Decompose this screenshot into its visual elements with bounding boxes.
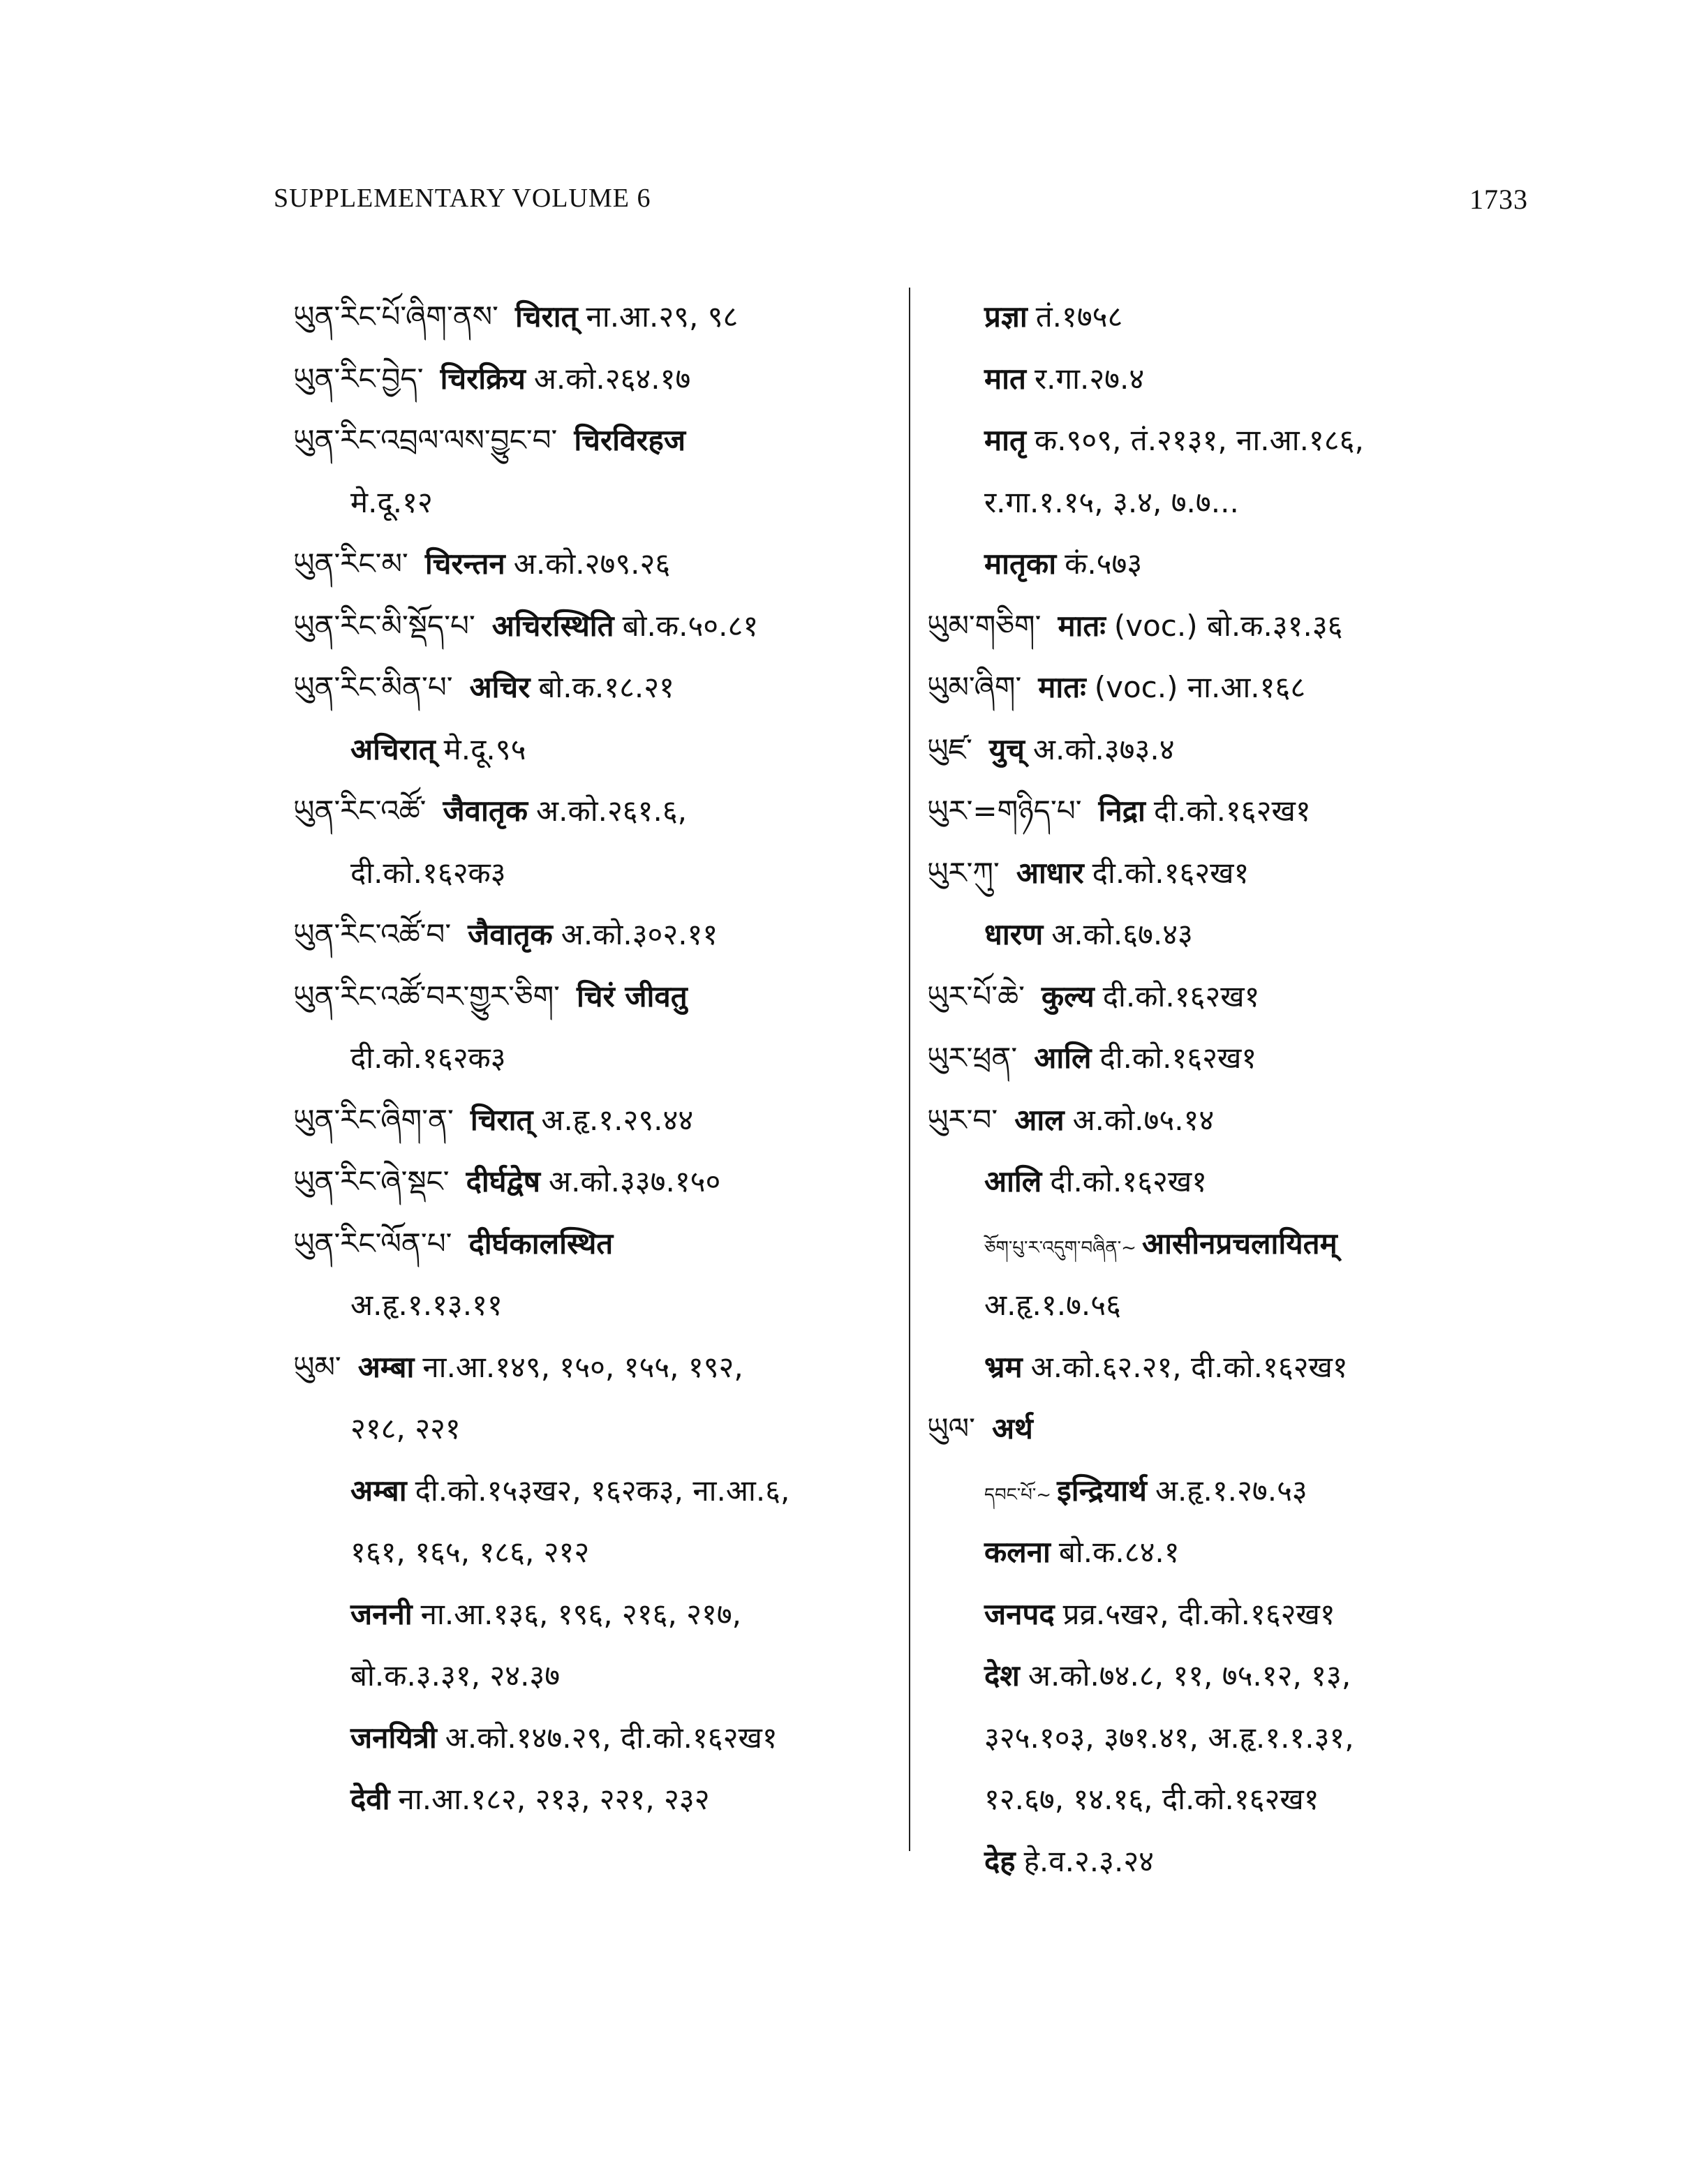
sanskrit-equivalent: मातृका	[984, 547, 1057, 581]
source-reference: तं.१७५८	[1035, 299, 1123, 334]
source-reference: बो.क.५०.८१	[622, 608, 759, 643]
sanskrit-equivalent: अचिर	[469, 670, 531, 704]
tibetan-headword: ཡུལ་	[927, 1411, 975, 1446]
sanskrit-equivalent: चिरन्तन	[424, 547, 505, 581]
dictionary-line	[293, 1090, 894, 1152]
sanskrit-equivalent: धारण	[984, 917, 1044, 951]
tibetan-headword: ཡུན་རིང་མ་	[293, 547, 408, 581]
sanskrit-equivalent: अम्बा	[350, 1473, 407, 1508]
dictionary-line	[293, 966, 894, 1028]
source-reference: ना.आ.१४९, १५०, १५५, १९२,	[422, 1349, 743, 1384]
tibetan-headword: ཡུན་རིང་ཞེ་སྡང་	[293, 1164, 450, 1198]
sanskrit-equivalent: अम्बा	[357, 1349, 415, 1384]
source-reference: ना.आ.१८२, २१३, २२१, २३२	[398, 1782, 710, 1816]
dictionary-line	[293, 1398, 894, 1460]
dictionary-line	[927, 1090, 1506, 1152]
dictionary-line	[927, 1213, 1506, 1275]
source-reference: अ.को.३७३.४	[1032, 731, 1175, 766]
source-reference: दी.को.१६२क३	[350, 1041, 506, 1075]
dictionary-line	[927, 1645, 1506, 1707]
dictionary-line	[927, 842, 1506, 905]
dictionary-line	[927, 1460, 1506, 1522]
dictionary-line	[293, 1460, 894, 1522]
dictionary-line	[927, 966, 1506, 1028]
tibetan-headword: ཡུར་=གཉིད་པ་	[927, 794, 1082, 828]
tibetan-headword: ཡུན་རིང་པོ་ཞིག་ནས་	[293, 299, 498, 334]
tibetan-headword: ཡུན་རིང་འཚོ་བ་	[293, 917, 452, 951]
sanskrit-equivalent: दीर्घद्वेष	[466, 1164, 541, 1198]
dictionary-line	[927, 286, 1506, 348]
dictionary-line	[293, 533, 894, 595]
sanskrit-equivalent: जनपद	[984, 1596, 1055, 1631]
tibetan-headword: ཡུར་ཀུ་	[927, 855, 1000, 890]
dictionary-line	[927, 410, 1506, 472]
running-head	[274, 183, 1528, 218]
dictionary-line	[927, 1584, 1506, 1646]
dictionary-line	[927, 1398, 1506, 1460]
sanskrit-equivalent: दीर्घकालस्थित	[468, 1226, 614, 1261]
sanskrit-equivalent: चिरक्रिय	[440, 361, 526, 396]
dictionary-line	[293, 595, 894, 658]
dictionary-line	[293, 1707, 894, 1769]
sanskrit-equivalent: जैवातृक	[468, 917, 553, 951]
source-reference: अ.को.२७९.२६	[513, 547, 671, 581]
tibetan-headword: ཡུར་ཕྲན་	[927, 1041, 1018, 1075]
source-reference: अ.को.६७.४३	[1051, 917, 1193, 951]
sanskrit-equivalent: अचिरस्थिति	[491, 608, 614, 643]
dictionary-line	[927, 348, 1506, 410]
sanskrit-equivalent: मातः	[1038, 670, 1086, 704]
source-reference: अ.को.२६४.१७	[533, 361, 691, 396]
source-reference: दी.को.१६२ख१	[1092, 855, 1250, 890]
dictionary-line	[927, 657, 1506, 719]
dictionary-line	[293, 348, 894, 410]
left-column	[293, 286, 894, 1831]
source-reference: (voc.) ना.आ.१६८	[1094, 670, 1306, 704]
source-reference: दी.को.१५३ख२, १६२क३, ना.आ.६,	[415, 1473, 790, 1508]
tibetan-headword: ཡུན་རིང་འཚོ་	[293, 794, 427, 828]
dictionary-line	[293, 410, 894, 472]
source-reference: बो.क.१८.२१	[538, 670, 674, 704]
sanskrit-equivalent: अर्थ	[991, 1411, 1033, 1446]
source-reference: २१८, २२१	[350, 1411, 461, 1446]
source-reference: ३२५.१०३, ३७१.४१, अ.हृ.१.१.३१,	[984, 1720, 1354, 1755]
source-reference: १२.६७, १४.१६, दी.को.१६२ख१	[984, 1782, 1319, 1816]
sanskrit-equivalent: जनयित्री	[350, 1720, 437, 1755]
tibetan-headword: ཡུཛ་	[927, 731, 972, 766]
tibetan-headword: ཡུམ་གཅིག་	[927, 608, 1042, 643]
sanskrit-equivalent: देवी	[350, 1782, 390, 1816]
source-reference: अ.हृ.१.७.५६	[984, 1288, 1121, 1322]
running-head-title: SUPPLEMENTARY VOLUME 6	[274, 184, 651, 213]
tibetan-headword: ཅོག་པུ་ར་འདུག་བཞིན་~	[984, 1237, 1136, 1258]
dictionary-line	[293, 657, 894, 719]
source-reference: मे.दू.१२	[350, 484, 433, 519]
tibetan-headword: ཡུན་རིང་མིན་པ་	[293, 670, 453, 704]
dictionary-line	[293, 842, 894, 905]
tibetan-headword: ཡུན་རིང་བྱེད་	[293, 361, 424, 396]
dictionary-line	[293, 904, 894, 966]
dictionary-line	[293, 1584, 894, 1646]
source-reference: दी.को.१६२क३	[350, 855, 506, 890]
source-reference: दी.को.१६२ख१	[1102, 979, 1260, 1013]
sanskrit-equivalent: कुल्य	[1041, 979, 1095, 1013]
source-reference: अ.को.३३७.१५०	[549, 1164, 721, 1198]
column-divider	[909, 288, 910, 1851]
source-reference: अ.हृ.१.२९.४४	[541, 1102, 694, 1137]
sanskrit-equivalent: कलना	[984, 1535, 1051, 1569]
source-reference: दी.को.१६२ख१	[1099, 1041, 1257, 1075]
dictionary-line	[293, 1275, 894, 1337]
source-reference: अ.को.७५.१४	[1072, 1102, 1215, 1137]
dictionary-line	[293, 1769, 894, 1831]
source-reference: कं.५७३	[1065, 547, 1143, 581]
tibetan-headword: ཡུན་རིང་འབྲལ་ལས་བྱུང་བ་	[293, 423, 558, 457]
tibetan-headword: ཡུན་རིང་འཚོ་བར་གྱུར་ཅིག་	[293, 979, 560, 1013]
tibetan-headword: ཡུར་པོ་ཆེ་	[927, 979, 1025, 1013]
source-reference: हे.व.२.३.२४	[1023, 1843, 1155, 1878]
dictionary-line	[927, 1522, 1506, 1584]
source-reference: प्रव्र.५ख२, दी.को.१६२ख१	[1062, 1596, 1335, 1631]
dictionary-line	[293, 1522, 894, 1584]
source-reference: बो.क.३.३१, २४.३७	[350, 1658, 561, 1693]
dictionary-line	[293, 1027, 894, 1090]
source-reference: ना.आ.१३६, १९६, २१६, २१७,	[420, 1596, 742, 1631]
sanskrit-equivalent: आल	[1014, 1102, 1065, 1137]
source-reference: अ.को.२६१.६,	[536, 794, 688, 828]
dictionary-line	[293, 780, 894, 842]
source-reference: अ.हृ.१.१३.११	[350, 1288, 503, 1322]
dictionary-line	[927, 904, 1506, 966]
tibetan-headword: ཡུན་རིང་མི་སྡོད་པ་	[293, 608, 475, 643]
sanskrit-equivalent: देह	[984, 1843, 1016, 1878]
dictionary-line	[293, 472, 894, 534]
sanskrit-equivalent: आधार	[1016, 855, 1084, 890]
sanskrit-equivalent: आसीनप्रचलायितम्	[1141, 1226, 1337, 1261]
sanskrit-equivalent: देश	[984, 1658, 1020, 1693]
source-reference: बो.क.८४.१	[1058, 1535, 1180, 1569]
tibetan-headword: ཡུམ་	[293, 1349, 341, 1384]
tibetan-headword: དབང་པོ་~	[984, 1484, 1052, 1506]
source-reference: र.गा.२७.४	[1034, 361, 1145, 396]
dictionary-line	[293, 286, 894, 348]
sanskrit-equivalent: मातृ	[984, 423, 1026, 457]
sanskrit-equivalent: अचिरात्	[350, 731, 436, 766]
source-reference: र.गा.१.१५, ३.४, ७.७...	[984, 484, 1239, 519]
sanskrit-equivalent: जैवातृक	[443, 794, 528, 828]
source-reference: दी.को.१६२ख१	[1050, 1164, 1208, 1198]
dictionary-line	[293, 1213, 894, 1275]
source-reference: १६१, १६५, १८६, २१२	[350, 1535, 590, 1569]
right-column	[927, 286, 1506, 1892]
dictionary-line	[293, 1645, 894, 1707]
tibetan-headword: ཡུན་རིང་ལོན་པ་	[293, 1226, 452, 1261]
dictionary-line	[293, 719, 894, 781]
sanskrit-equivalent: चिरात्	[470, 1102, 533, 1137]
dictionary-line	[927, 1707, 1506, 1769]
source-reference: दी.को.१६२ख१	[1153, 794, 1311, 828]
dictionary-line	[927, 1275, 1506, 1337]
tibetan-headword: ཡུམ་ཞིག་	[927, 670, 1022, 704]
source-reference: ना.आ.२९, ९८	[586, 299, 739, 334]
dictionary-line	[927, 780, 1506, 842]
sanskrit-equivalent: मातः	[1058, 608, 1106, 643]
dictionary-line	[293, 1151, 894, 1213]
source-reference: (voc.) बो.क.३१.३६	[1113, 608, 1343, 643]
sanskrit-equivalent: जननी	[350, 1596, 413, 1631]
dictionary-line	[927, 595, 1506, 658]
tibetan-headword: ཡུར་བ་	[927, 1102, 998, 1137]
source-reference: अ.को.६२.२१, दी.को.१६२ख१	[1030, 1349, 1348, 1384]
page-number: 1733	[1469, 184, 1528, 215]
sanskrit-equivalent: प्रज्ञा	[984, 299, 1028, 334]
dictionary-line	[927, 1151, 1506, 1213]
sanskrit-equivalent: भ्रम	[984, 1349, 1023, 1384]
dictionary-line	[927, 719, 1506, 781]
dictionary-line	[293, 1337, 894, 1399]
source-reference: मे.दू.९५	[443, 731, 526, 766]
sanskrit-equivalent: आलि	[1034, 1041, 1092, 1075]
source-reference: अ.को.७४.८, ११, ७५.१२, १३,	[1028, 1658, 1351, 1693]
sanskrit-equivalent: आलि	[984, 1164, 1042, 1198]
sanskrit-equivalent: चिरात्	[514, 299, 578, 334]
sanskrit-equivalent: निद्रा	[1098, 794, 1146, 828]
sanskrit-equivalent: युच्	[988, 731, 1025, 766]
source-reference: क.९०९, तं.२१३१, ना.आ.१८६,	[1034, 423, 1364, 457]
sanskrit-equivalent: चिरविरहज	[574, 423, 685, 457]
sanskrit-equivalent: मात	[984, 361, 1026, 396]
tibetan-headword: ཡུན་རིང་ཞིག་ན་	[293, 1102, 454, 1137]
dictionary-line	[927, 1769, 1506, 1831]
source-reference: अ.को.१४७.२९, दी.को.१६२ख१	[445, 1720, 778, 1755]
dictionary-line	[927, 1027, 1506, 1090]
dictionary-line	[927, 472, 1506, 534]
source-reference: अ.हृ.१.२७.५३	[1155, 1473, 1307, 1508]
sanskrit-equivalent: चिरं जीवतु	[577, 979, 688, 1013]
sanskrit-equivalent: इन्द्रियार्थ	[1057, 1473, 1147, 1508]
dictionary-line	[927, 533, 1506, 595]
source-reference: अ.को.३०२.११	[561, 917, 718, 951]
dictionary-line	[927, 1337, 1506, 1399]
dictionary-line	[927, 1831, 1506, 1893]
